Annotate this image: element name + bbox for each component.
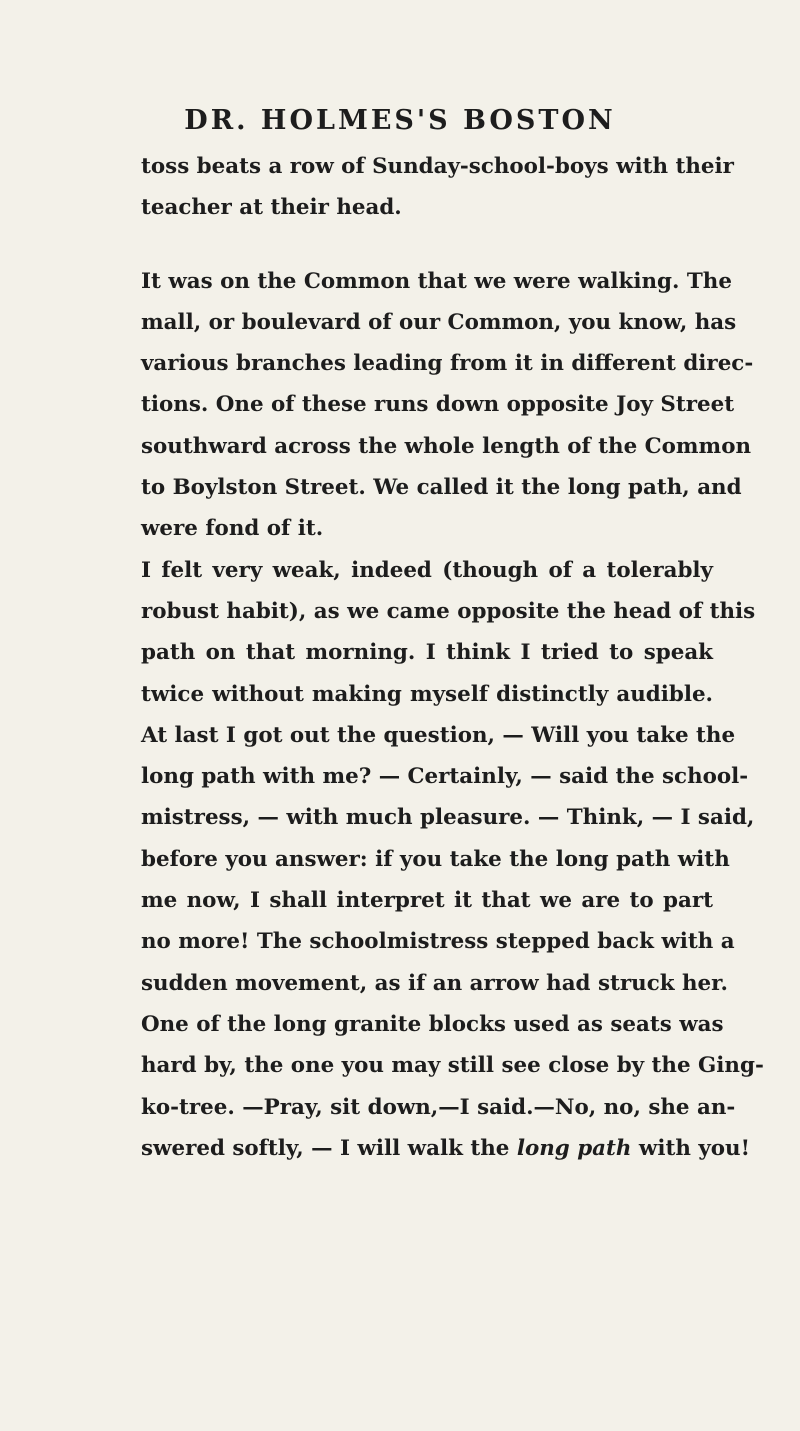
text-line-4: mall, or boulevard of our Common, you know, has — [141, 309, 737, 335]
text-line-10: I felt very weak, indeed (though of a tolerably — [141, 557, 713, 583]
text-line-23: ko-tree. —Pray, sit down,—I said.—No, no, she an- — [141, 1094, 736, 1120]
italic-long-path: long path — [516, 1135, 632, 1161]
text-line-1: toss beats a row of Sunday-school-boys with their — [141, 154, 734, 179]
text-line-7: southward across the whole length of the Common — [141, 433, 752, 459]
text-line-13: twice without making myself distinctly audible. — [141, 681, 713, 707]
text-line-5: various branches leading from it in different direc- — [141, 351, 754, 377]
text-line-21: One of the long granite blocks used as seats was — [141, 1011, 724, 1037]
text-line-9: were fond of it. — [141, 516, 324, 542]
text-line-6: tions. One of these runs down opposite Joy Street — [141, 392, 735, 418]
final-line-start: swered softly, — I will walk the — [141, 1135, 517, 1161]
text-line-16: mistress, — with much pleasure. — Think, — I said, — [141, 805, 755, 831]
text-line-18: me now, I shall interpret it that we are to part — [141, 888, 713, 914]
text-line-20: sudden movement, as if an arrow had struck her. — [141, 970, 728, 996]
text-line-2: teacher at their head. — [141, 195, 402, 221]
body-text — [141, 146, 764, 1169]
text-line-22: hard by, the one you may still see close by the Ging- — [141, 1053, 764, 1079]
final-line-end: with you! — [631, 1135, 750, 1161]
text-line-11: robust habit), as we came opposite the head of this — [141, 598, 756, 624]
text-line-8: to Boylston Street. We called it the long path, and — [141, 475, 742, 501]
text-line-12: path on that morning. I think I tried to speak — [141, 640, 713, 666]
text-line-19: no more! The schoolmistress stepped back with a — [141, 929, 735, 955]
running-head: DR. HOLMES'S BOSTON — [184, 105, 616, 136]
text-line-3: It was on the Common that we were walking. The — [141, 268, 732, 294]
text-line-24 — [141, 1128, 750, 1169]
text-line-17: before you answer: if you take the long path with — [141, 846, 730, 872]
text-line-15: long path with me? — Certainly, — said the school- — [141, 764, 749, 790]
text-line-14: At last I got out the question, — Will you take the — [141, 722, 736, 748]
